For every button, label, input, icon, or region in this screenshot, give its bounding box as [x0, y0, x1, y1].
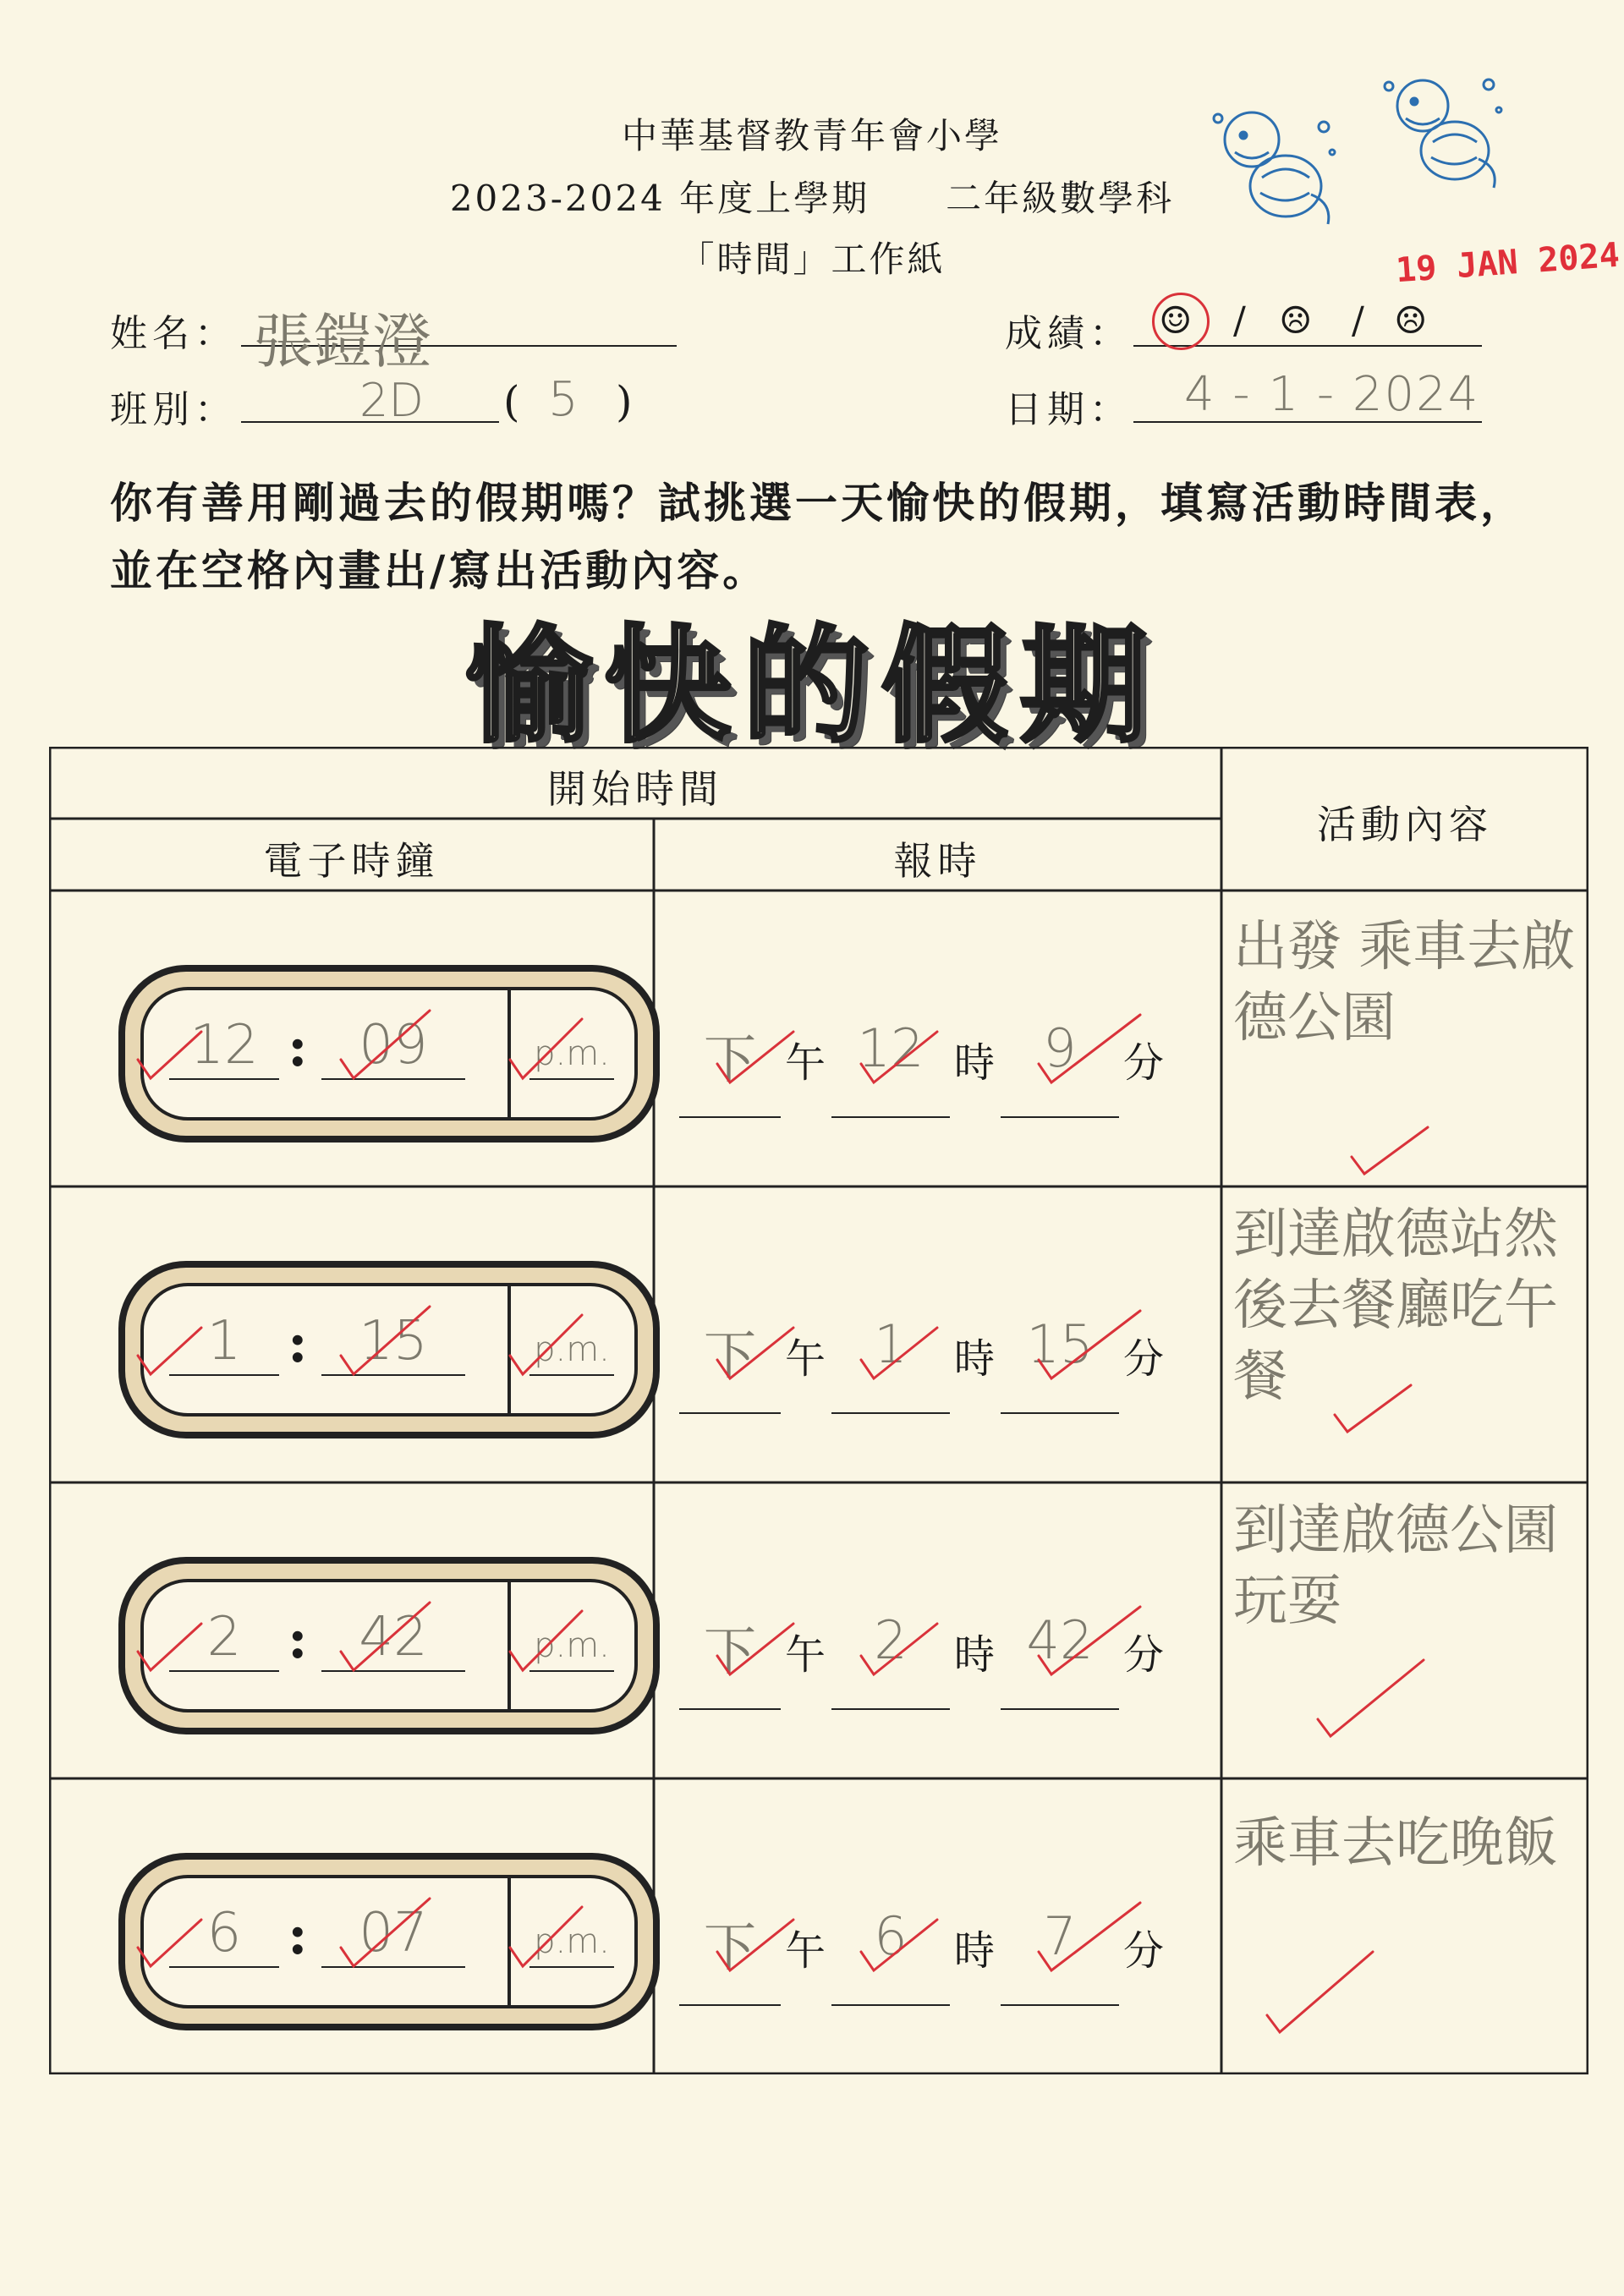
class-value: 2D	[359, 374, 424, 427]
activity-text[interactable]: 出發 乘車去啟德公園	[1233, 916, 1576, 1049]
class-number-value[interactable]: 5	[548, 372, 579, 427]
unit-hour: 時	[954, 1039, 996, 1087]
clock-hour[interactable]: 2	[206, 1606, 242, 1669]
unit-noon: 午	[785, 1039, 826, 1087]
spoken-period[interactable]: 下	[703, 1916, 756, 1978]
grade-neutral-icon: ☹	[1279, 299, 1313, 342]
clock-hour[interactable]: 12	[189, 1014, 259, 1077]
unit-minute: 分	[1123, 1039, 1165, 1087]
spoken-minute[interactable]: 15	[1026, 1313, 1094, 1375]
digital-clock: 1 : 15 p.m.	[118, 1261, 660, 1438]
class-number-close-paren: )	[616, 377, 633, 426]
name-value: 張鎧澄	[254, 307, 431, 376]
school-name: 中華基督教青年會小學	[621, 115, 1002, 156]
name-field[interactable]	[241, 304, 677, 376]
clock-ampm[interactable]: p.m.	[534, 1922, 610, 1961]
digital-clock: 6 : 07 p.m.	[118, 1853, 660, 2030]
spoken-period[interactable]: 下	[703, 1028, 756, 1090]
spoken-period[interactable]: 下	[703, 1324, 756, 1386]
unit-hour: 時	[954, 1335, 996, 1383]
date-label: 日期：	[1005, 388, 1132, 431]
unit-noon: 午	[785, 1335, 826, 1383]
worksheet-title: 「時間」工作紙	[678, 238, 946, 280]
clock-minute[interactable]: 15	[359, 1310, 428, 1373]
date-field[interactable]	[1133, 367, 1482, 423]
clock-minute[interactable]: 09	[359, 1014, 428, 1077]
year-subject-line: 2023-2024 年度上學期 二年級數學科	[449, 178, 1175, 219]
spoken-minute[interactable]: 42	[1026, 1609, 1094, 1671]
start-time-header: 開始時間	[547, 766, 723, 812]
date-value: 4 - 1 - 2024	[1184, 367, 1480, 422]
spoken-hour[interactable]: 6	[874, 1905, 908, 1967]
clock-minute[interactable]: 07	[359, 1902, 428, 1964]
instructions: 你有善用剛過去的假期嗎？試挑選一天愉快的假期，填寫活動時間表，並在空格內畫出/寫出活動內容。	[110, 478, 1526, 595]
grade-circle-mark	[1152, 293, 1210, 350]
grade-separator: /	[1352, 299, 1364, 342]
spoken-period[interactable]: 下	[703, 1620, 756, 1682]
clock-minute[interactable]: 42	[359, 1606, 428, 1669]
spoken-hour[interactable]: 1	[874, 1313, 908, 1375]
received-date-stamp: 19 JAN 2024	[1394, 235, 1621, 291]
clock-ampm[interactable]: p.m.	[534, 1626, 610, 1665]
unit-hour: 時	[954, 1631, 996, 1679]
clock-hour[interactable]: 1	[206, 1310, 242, 1373]
digital-clock: 12 : 09 p.m.	[118, 965, 660, 1143]
name-label: 姓名：	[110, 312, 237, 355]
activity-header: 活動內容	[1317, 802, 1493, 847]
grade-label: 成績：	[1005, 312, 1132, 355]
unit-noon: 午	[785, 1631, 826, 1679]
digital-clock: 2 : 42 p.m.	[118, 1557, 660, 1734]
activity-text[interactable]: 乘車去吃晚飯	[1233, 1812, 1558, 1875]
unit-minute: 分	[1123, 1631, 1165, 1679]
turtle-stamp-icon	[1201, 93, 1345, 237]
spoken-time-header: 報時	[893, 838, 982, 884]
unit-minute: 分	[1123, 1927, 1165, 1975]
activity-table	[49, 747, 1588, 2074]
grade-separator: /	[1233, 299, 1246, 342]
digital-clock-header: 電子時鐘	[263, 838, 440, 884]
clock-hour[interactable]: 6	[206, 1902, 242, 1964]
class-field[interactable]	[241, 374, 499, 427]
clock-ampm[interactable]: p.m.	[534, 1330, 610, 1369]
grade-happy-icon: ☺	[1159, 299, 1193, 342]
unit-noon: 午	[785, 1927, 826, 1975]
class-label: 班別：	[110, 388, 237, 431]
activity-text[interactable]: 到達啟德站然後去餐廳吃午餐	[1233, 1203, 1558, 1408]
grade-field[interactable]	[1133, 299, 1482, 347]
unit-minute: 分	[1123, 1335, 1165, 1383]
spoken-minute[interactable]: 7	[1043, 1905, 1077, 1967]
spoken-hour[interactable]: 12	[857, 1017, 924, 1079]
unit-hour: 時	[954, 1927, 996, 1975]
spoken-minute[interactable]: 9	[1043, 1017, 1077, 1079]
turtle-stamp-icon	[1370, 59, 1514, 203]
activity-text[interactable]: 到達啟德公園玩耍	[1233, 1499, 1558, 1633]
spoken-hour[interactable]: 2	[874, 1609, 908, 1671]
class-number-open-paren: (	[503, 377, 520, 426]
worksheet-big-title: 愉快的假期	[464, 611, 1159, 760]
grade-sad-icon: ☹	[1394, 299, 1428, 342]
clock-ampm[interactable]: p.m.	[534, 1034, 610, 1073]
